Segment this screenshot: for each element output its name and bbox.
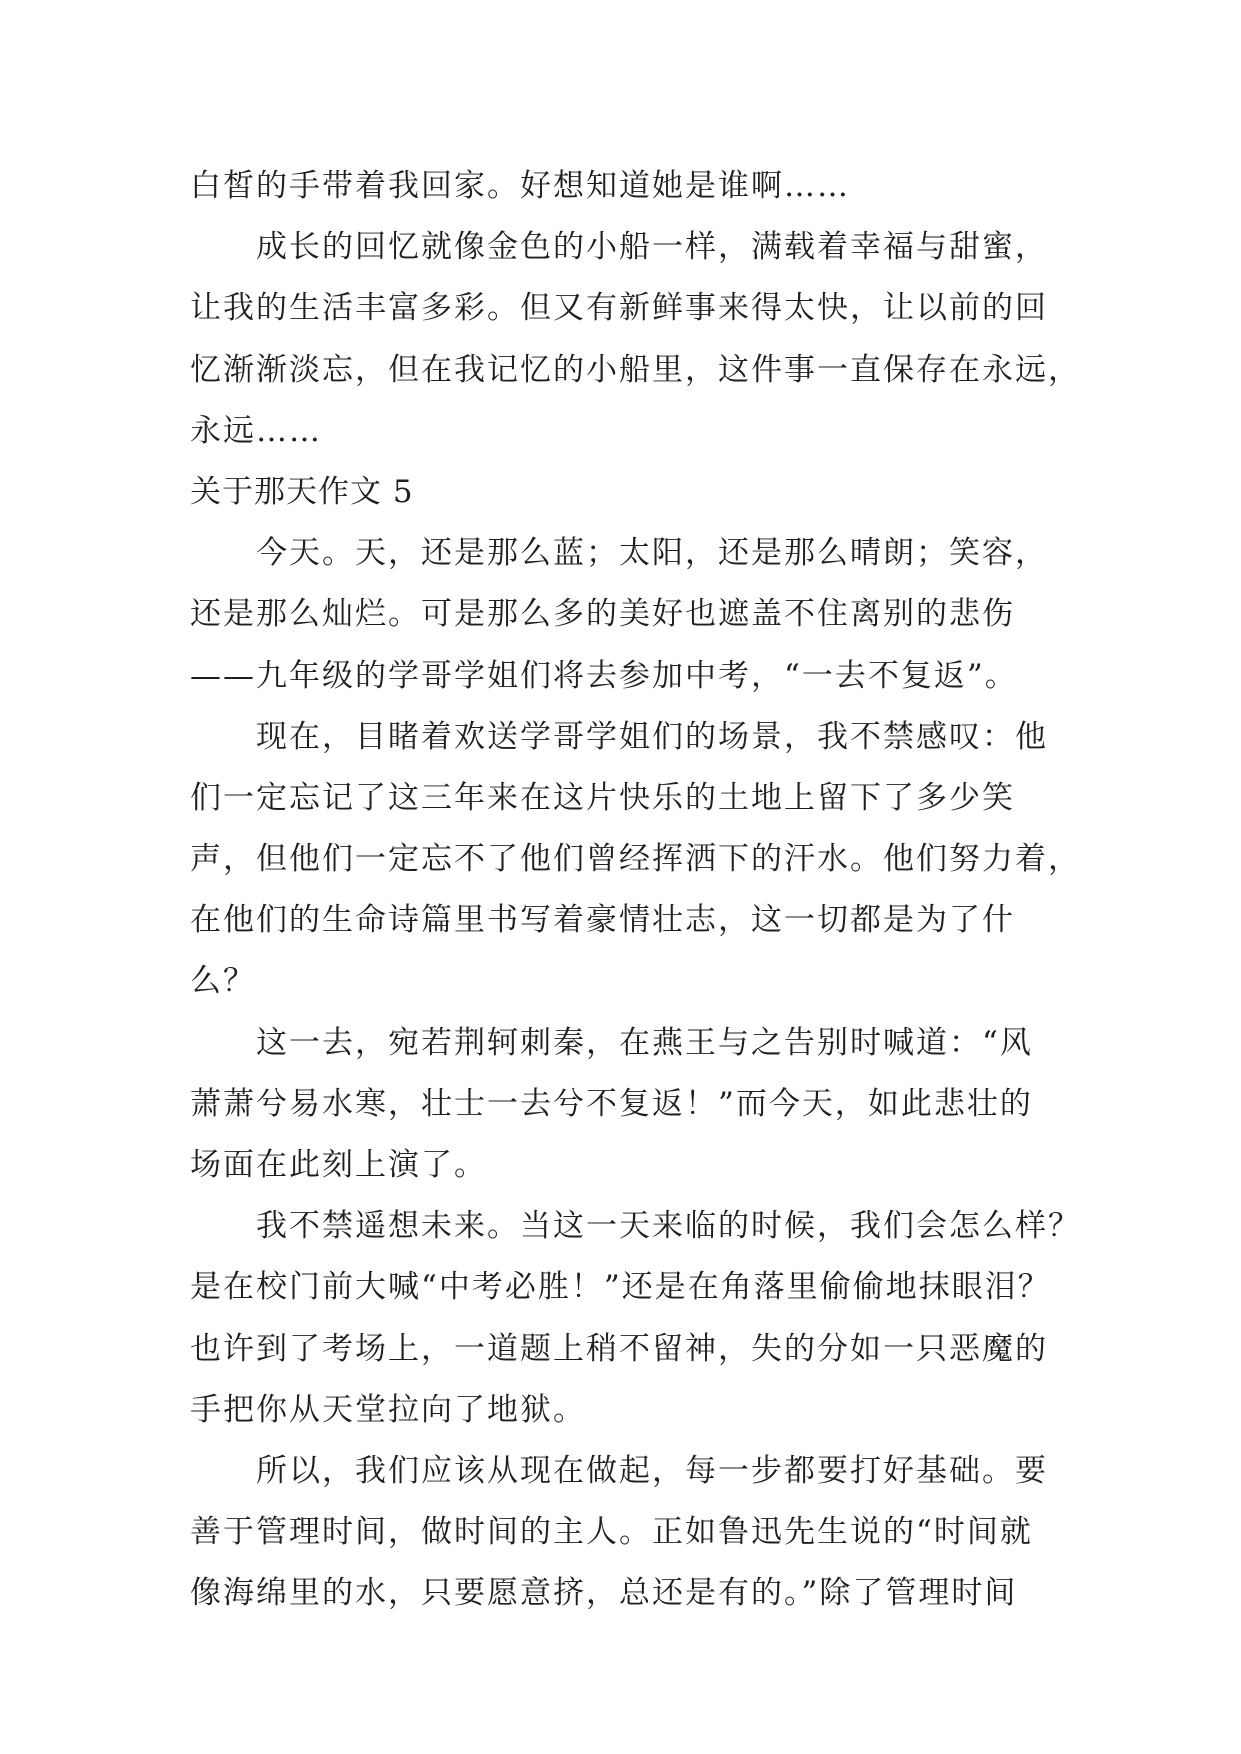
text-line: 声，但他们一定忘不了他们曾经挥洒下的汗水。他们努力着，	[190, 841, 1081, 878]
text-line: 永远……	[190, 412, 322, 449]
text-line: 也许到了考场上，一道题上稍不留神，失的分如一只恶魔的	[190, 1330, 1048, 1367]
text-line: 在他们的生命诗篇里书写着豪情壮志，这一切都是为了什	[190, 902, 1015, 939]
text-line: 们一定忘记了这三年来在这片快乐的土地上留下了多少笑	[190, 779, 1015, 816]
paragraph-start-line: 所以，我们应该从现在做起，每一步都要打好基础。要	[190, 1452, 1048, 1489]
text-line: 场面在此刻上演了。	[190, 1147, 487, 1183]
text-line: 手把你从天堂拉向了地狱。	[190, 1391, 586, 1428]
text-line: 忆渐渐淡忘，但在我记忆的小船里，这件事一直保存在永远，	[190, 351, 1081, 388]
text-line: 白皙的手带着我回家。好想知道她是谁啊……	[190, 168, 850, 204]
text-line: 萧萧兮易水寒，壮士一去兮不复返！”而今天，如此悲壮的	[190, 1085, 1033, 1122]
text-line: 么？	[190, 963, 256, 1000]
paragraph-start-line: 这一去，宛若荆轲刺秦，在燕王与之告别时喊道：“风	[190, 1024, 1033, 1061]
text-line: 让我的生活丰富多彩。但又有新鲜事来得太快，让以前的回	[190, 290, 1048, 327]
paragraph-start-line: 成长的回忆就像金色的小船一样，满载着幸福与甜蜜，	[190, 229, 1048, 266]
paragraph-start-line: 今天。天，还是那么蓝；太阳，还是那么晴朗；笑容，	[190, 535, 1048, 572]
text-line: 像海绵里的水，只要愿意挤，总还是有的。”除了管理时间	[190, 1575, 1018, 1612]
text-line: 善于管理时间，做时间的主人。正如鲁迅先生说的“时间就	[190, 1514, 1033, 1551]
paragraph-start-line: 我不禁遥想未来。当这一天来临的时候，我们会怎么样？	[190, 1208, 1081, 1245]
text-line: 还是那么灿烂。可是那么多的美好也遮盖不住离别的悲伤	[190, 596, 1015, 633]
paragraph-start-line: 现在，目睹着欢送学哥学姐们的场景，我不禁感叹：他	[190, 718, 1048, 755]
text-line: ——九年级的学哥学姐们将去参加中考，“一去不复返”。	[190, 657, 1018, 694]
essay-text	[190, 156, 1090, 1625]
section-heading: 关于那天作文 5	[190, 473, 414, 510]
text-line: 是在校门前大喊“中考必胜！”还是在角落里偷偷地抹眼泪？	[190, 1269, 1051, 1306]
